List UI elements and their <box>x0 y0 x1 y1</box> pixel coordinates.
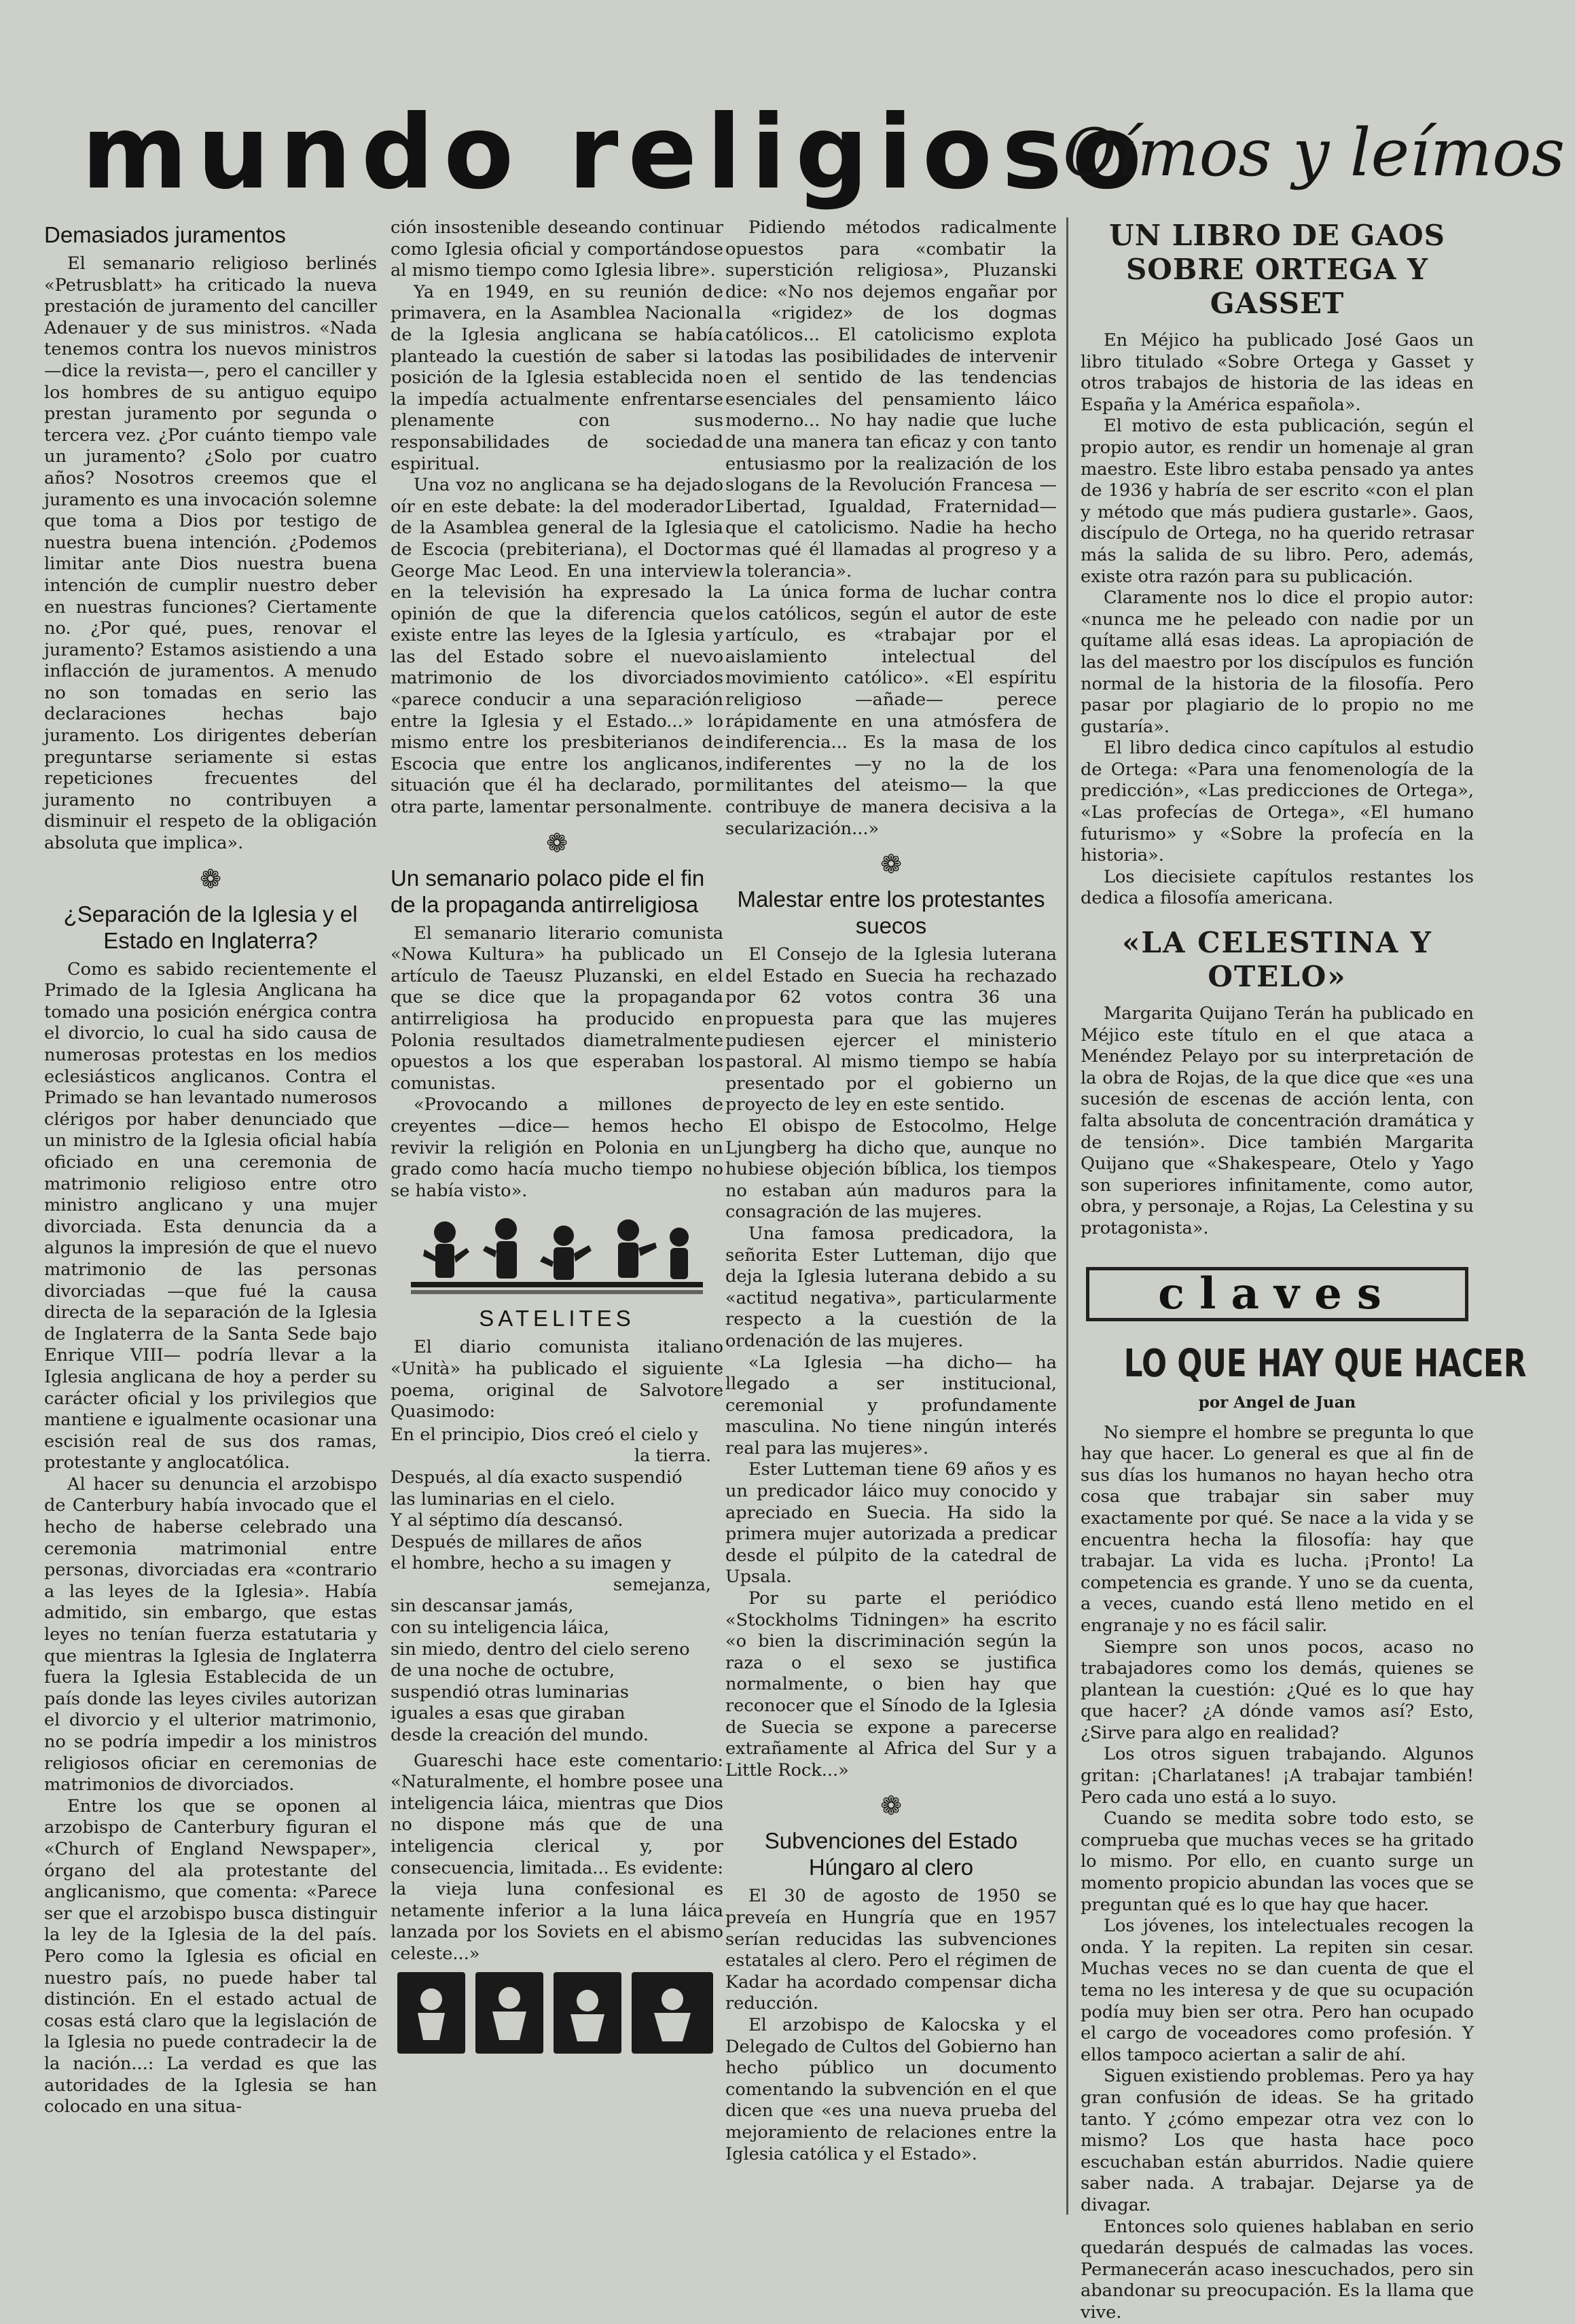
masthead-title: mundo religioso <box>82 94 1152 212</box>
column-4 <box>1066 217 1527 2323</box>
article-paragraph: Guareschi hace este comentario: «Naturalmente, el hombre posee una inteligencia láica, mientras que Dios no dispone más que de una inteligencia clerical y, por consecuencia, limitada... Es evidente: la vieja luna confesional es netamente inferior a la luna láica lanzada por los Soviets en el abismo celeste...» <box>391 1750 723 1964</box>
article-paragraph: El arzobispo de Kalocska y el Delegado de Cultos del Gobierno han hecho público un documento comentando la subvención en el que dicen que «es una nueva prueba del mejoramiento de relaciones entre la Iglesia católica y el Estado». <box>725 2014 1057 2164</box>
poem-line: Después de millares de años <box>391 1531 642 1552</box>
column-2 <box>391 217 723 2215</box>
poem-line: suspendió otras luminarias <box>391 1681 630 1702</box>
woodcut-angels-illustration <box>397 1972 717 2054</box>
article-paragraph: «La Iglesia —ha dicho— ha llegado a ser institucional, ceremonial y profundamente masculina. No tiene ningún interés real para las mujeres». <box>725 1352 1057 1459</box>
article-paragraph: «Provocando a millones de creyentes —dice— hemos hecho revivir la religión en Polonia en un grado como hacía mucho tiempo no se había visto». <box>391 1094 723 1201</box>
article-paragraph: Entonces solo quienes hablaban en serio quedarán después de calmadas las voces. Permanecerán acaso inescuchados, pero sin abandonar su preocupación. Es la llama que vive. <box>1081 2216 1474 2323</box>
column-1 <box>44 217 377 2215</box>
section-title-oimos-y-leimos: Oímos y leímos <box>1063 115 1565 191</box>
article-paragraph: El libro dedica cinco capítulos al estudio de Ortega: «Para una fenomenología de la predicción», «Las predicciones de Ortega», «Las profecías de Ortega», «El humano futurismo» y «Sobre la profecía en la historia». <box>1081 738 1474 866</box>
headline-demasiados-juramentos: Demasiados juramentos <box>44 222 286 247</box>
article-paragraph: El semanario literario comunista «Nowa Kultura» ha publicado un artículo de Taeusz Pluzanski, en el que se dice que la propaganda antirreligiosa ha producido en Polonia resultados diametralmente opuestos a los que esperaban los comunistas. <box>391 923 723 1094</box>
poem-line: con su inteligencia láica, <box>391 1617 609 1639</box>
poem-line: iguales a esas que giraban <box>391 1703 626 1724</box>
ornament-icon: ❁ <box>546 827 568 858</box>
article-paragraph: Entre los que se oponen al arzobispo de Canterbury figuran el «Church of England Newspaper», órgano del ala protestante del anglicanismo, que comenta: «Parece ser que el arzobispo busca distinguir la ley de la Iglesia de la del país. Pero como la Iglesia es oficial en nuestro país, no puede haber tal distinción. En el estado actual de cosas está claro que la legislación de la Iglesia no puede contradecir la de la nación...: La verdad es que las autoridades de la Iglesia se han colocado en una situa- <box>44 1795 377 2117</box>
headline-subvenciones-estado-hungaro: Subvenciones del Estado Húngaro al clero <box>764 1828 1018 1880</box>
poem-line: las luminarias en el cielo. <box>391 1488 615 1509</box>
poem-line: sin miedo, dentro del cielo sereno <box>391 1639 690 1660</box>
article-paragraph: Cuando se medita sobre todo esto, se comprueba que muchas veces se ha gritado lo mismo. Por ello, en cuanto surge un momento propicio abundan las voces que se preguntan qué es lo que hay que hacer. <box>1081 1808 1474 1915</box>
ornament-icon: ❁ <box>200 863 221 894</box>
headline-la-celestina-y-otelo: «LA CELESTINA Y OTELO» <box>1122 926 1432 994</box>
ornament-icon: ❁ <box>880 1791 902 1821</box>
article-paragraph: La única forma de luchar contra los católicos, según el autor de este artículo, es «trabajar por el aislamiento intelectual del movimiento católico». «El espíritu religioso —añade— perece rápidamente en una atmósfera de indiferencia... Es la masa de los indiferentes —y no la de los militantes del ateismo— la que contribuye de manera decisiva a la secularización...» <box>725 582 1057 839</box>
article-paragraph: Ester Lutteman tiene 69 años y es un predicador láico muy conocido y apreciado en Suecia. Ha sido la primera mujer autorizada a predicar desde el púlpito de la catedral de Upsala. <box>725 1459 1057 1588</box>
woodcut-figures-illustration <box>411 1209 703 1297</box>
article-paragraph: Al hacer su denuncia el arzobispo de Canterbury había invocado que el hecho de haberse celebrado una ceremonia matrimonial entre personas, divorciadas era «contrario a las leyes de la Iglesia». Había admitido, sin embargo, que estas leyes no tenían fuerza estatutaria y que mientras la Iglesia de Inglaterra fuera la Iglesia Establecida de un país donde las leyes civiles autorizan el divorcio y el ulterior matrimonio, no se podría impedir a los ministros religiosos oficiar en ceremonias de matrimonios de divorciados. <box>44 1473 377 1795</box>
article-paragraph: Como es sabido recientemente el Primado de la Iglesia Anglicana ha tomado una posición enérgica contra el divorcio, lo cual ha sido causa de numerosas protestas en los medios eclesiásticos anglicanos. Contra el Primado se han levantado numerosos clérigos por haber denunciado que un ministro de la Iglesia oficial había oficiado en una ceremonia de matrimonio religioso entre otro ministro anglicano y una mujer divorciada. Esta denuncia da a algunos la impresión de que el nuevo matrimonio de las personas divorciadas —que fué la causa directa de la separación de la Iglesia de Inglaterra de la Santa Sede bajo Enrique VIII— podría llevar a la Iglesia anglicana de hoy a perder su carácter oficial y los privilegios que mantiene e igualmente ocasionar una escisión real de sus dos ramas, protestante y anglocatólica. <box>44 959 377 1473</box>
column-3 <box>725 217 1057 2215</box>
poem-line: el hombre, hecho a su imagen y <box>391 1553 672 1574</box>
article-paragraph: Ya en 1949, en su reunión de primavera, en la Asamblea Nacional de la Iglesia anglicana se había planteado la cuestión de saber si la posición de la Iglesia establecida no la impedía actualmente enfrentarse plenamente con sus responsabilidades de sociedad espiritual. <box>391 281 723 474</box>
article-paragraph: El 30 de agosto de 1950 se preveía en Hungría que en 1957 serían reducidas las subvenciones estatales al clero. Pero el régimen de Kadar ha acordado compensar dicha reducción. <box>725 1886 1057 2014</box>
article-paragraph: Los diecisiete capítulos restantes los dedica a filosofía americana. <box>1081 866 1474 909</box>
poem-line: Después, al día exacto suspendió <box>391 1467 683 1488</box>
headline-malestar-protestantes: Malestar entre los protestantes suecos <box>737 887 1045 939</box>
headline-lo-que-hay-que-hacer: LO QUE HAY QUE HACER <box>1123 1341 1527 1386</box>
headline-satelites: SATELITES <box>479 1306 635 1331</box>
article-paragraph: Los jóvenes, los intelectuales recogen la onda. Y la repiten. La repiten sin cesar. Muchas veces no se dan cuenta de que el tema no les interesa y de que su ocupación podía muy bien ser otra. Pero han ocupado el cargo de voceadores como profesión. Y ellos tampoco aciertan a salir de ahí. <box>1081 1916 1474 2065</box>
poem-line: desde la creación del mundo. <box>391 1725 649 1746</box>
article-paragraph: El obispo de Estocolmo, Helge Ljungberg ha dicho que, aunque no hubiese objeción bíblica, los tiempos no estaban aún maduros para la consagración de las mujeres. <box>725 1115 1057 1223</box>
article-paragraph: Siempre son unos pocos, acaso no trabajadores como los demás, quienes se plantean la cuestión: ¿Qué es lo que hay que hacer? ¿A dónde vamos así? Esto, ¿Sirve para algo en realidad? <box>1081 1637 1474 1743</box>
article-paragraph: ción insostenible deseando continuar como Iglesia oficial y comportándose al mismo tiempo como Iglesia libre». <box>391 217 723 281</box>
headline-semanario-polaco: Un semanario polaco pide el fin de la propaganda antirreligiosa <box>391 865 705 917</box>
claves-section-banner: claves <box>1086 1267 1468 1321</box>
article-paragraph: Siguen existiendo problemas. Pero ya hay gran confusión de ideas. Se ha gritado tanto. Y ¿cómo empezar otra vez con lo mismo? Los que hasta hace poco escuchaban están aburridos. Nadie quiere saber nada. A trabajar. Dejarse ya de divagar. <box>1081 2066 1474 2215</box>
article-paragraph: El semanario religioso berlinés «Petrusblatt» ha criticado la nueva prestación de juramento del canciller Adenauer y de sus ministros. «Nada tenemos contra los nuevos ministros —dice la revista—, pero el canciller y los hombres de su antiguo equipo prestan juramento por segunda o tercera vez. ¿Por cuánto tiempo vale un juramento? ¿Solo por cuatro años? Nosotros creemos que el juramento es una invocación solemne que toma a Dios por testigo de nuestra buena intención. ¿Podemos limitar ante Dios nuestra buena intención de cumplir nuestro deber en nuestras funciones? Ciertamente no. ¿Por qué, pues, renovar el juramento? Estamos asistiendo a una inflacción de juramentos. A menudo no son tomadas en serio las declaraciones hechas bajo juramento. Los dirigentes deberían preguntarse seriamente si estas repeticiones frecuentes del juramento no contribuyen a disminuir el respeto de la obligación absoluta que implica». <box>44 253 377 854</box>
poem-line: semejanza, <box>613 1574 711 1595</box>
poem <box>391 1425 723 1747</box>
article-paragraph: El diario comunista italiano «Unità» ha publicado el siguiente poema, original de Salvotore Quasimodo: <box>391 1337 723 1423</box>
poem-line: Y al séptimo día descansó. <box>391 1510 623 1531</box>
article-paragraph: No siempre el hombre se pregunta lo que hay que hacer. Lo general es que al fin de sus días los humanos no hayan hecho otra cosa que trabajar sin saber muy exactamente por qué. Se nace a la vida y se encuentra hecha la filosofía: hay que trabajar. La vida es lucha. ¡Pronto! La competencia es grande. Y uno se da cuenta, a veces, cuando está lleno metido en el engranaje y no es fácil salir. <box>1081 1422 1474 1636</box>
article-paragraph: En Méjico ha publicado José Gaos un libro titulado «Sobre Ortega y Gasset y otros trabajos de historia de las ideas en España y la América española». <box>1081 330 1474 415</box>
ornament-icon: ❁ <box>880 849 902 880</box>
headline-libro-gaos: UN LIBRO DE GAOS SOBRE ORTEGA Y GASSET <box>1109 219 1445 320</box>
article-paragraph: Pidiendo métodos radicalmente opuestos para «combatir la superstición religiosa», Pluzanski dice: «No nos dejemos engañar por la «rigidez» de los dogmas católicos... El catolicismo explota todas las posibilidades de intervenir en el sentido de las tendencias esenciales del pensamiento láico moderno... No hay nadie que luche de una manera tan eficaz y con tanto entusiasmo por la realización de los slogans de la Revolución Francesa —Libertad, Igualdad, Fraternidad— que el catolicismo. Nadie ha hecho mas qué él llamadas al progreso y a la tolerancia». <box>725 217 1057 582</box>
article-paragraph: Claramente nos lo dice el propio autor: «nunca me he peleado con nadie por un quítame allá esas ideas. La apropiación de las del maestro por los discípulos es función normal de la historia de la filosofía. Pero pasar por plagiario de lo propio no me gustaría». <box>1081 588 1474 737</box>
poem-line: sin descansar jamás, <box>391 1596 574 1617</box>
article-paragraph: Por su parte el periódico «Stockholms Tidningen» ha escrito «o bien la discriminación según la raza o el sexo se justifica normalmente, o bien hay que reconocer que el Sínodo de la Iglesia de Suecia se expone a parecerse extrañamente al Africa del Sur y a Little Rock...» <box>725 1588 1057 1781</box>
article-paragraph: Los otros siguen trabajando. Algunos gritan: ¡Charlatanes! ¡A trabajar también! Pero cada uno está a lo suyo. <box>1081 1744 1474 1808</box>
article-paragraph: El motivo de esta publicación, según el propio autor, es rendir un homenaje al gran maestro. Este libro estaba pensado ya antes de 1936 y habría de ser escrito «con el plan y método que más pudiera gustarle». Gaos, discípulo de Ortega, no ha querido retrasar más la salida de su libro. Pero, además, existe otra razón para su publicación. <box>1081 416 1474 587</box>
poem-line: la tierra. <box>634 1446 711 1467</box>
article-paragraph: El Consejo de la Iglesia luterana del Estado en Suecia ha rechazado por 62 votos contra 36 una propuesta para que las mujeres pudiesen ejercer el ministerio pastoral. Al mismo tiempo se había presentado por el gobierno un proyecto de ley en este sentido. <box>725 944 1057 1115</box>
article-paragraph: Una famosa predicadora, la señorita Ester Lutteman, dijo que deja la Iglesia luterana debido a su «actitud negativa», particularmente respecto a la cuestión de la ordenación de las mujeres. <box>725 1223 1057 1351</box>
poem-line: En el principio, Dios creó el cielo y <box>391 1424 698 1445</box>
headline-separacion-iglesia: ¿Separación de la Iglesia y el Estado en Inglaterra? <box>63 901 358 953</box>
byline: por Angel de Juan <box>1198 1393 1356 1412</box>
poem-line: de una noche de octubre, <box>391 1660 615 1681</box>
article-paragraph: Una voz no anglicana se ha dejado oír en este debate: la del moderador de la Asamblea general de la Iglesia de Escocia (prebiteriana), el Doctor George Mac Leod. En una interview en la televisión ha expresado la opinión de que la diferencia que existe entre las leyes de la Iglesia y las del Estado sobre el nuevo matrimonio de los divorciados «parece conducir a una separación entre la Iglesia y el Estado...» lo mismo entre los presbiterianos de Escocia que entre los anglicanos, situación que él ha declarado, por otra parte, lamentar personalmente. <box>391 475 723 818</box>
article-paragraph: Margarita Quijano Terán ha publicado en Méjico este título en el que ataca a Menéndez Pelayo por su interpretación de la obra de Rojas, de la que dice que «es una sucesión de escenas de acción lenta, con falta absoluta de concentración dramática y de tensión». Dice también Margarita Quijano que «Shakespeare, Otelo y Yago son superiores infinitamente, como autor, obra, y personaje, a Rojas, La Celestina y su protagonista». <box>1081 1003 1474 1238</box>
